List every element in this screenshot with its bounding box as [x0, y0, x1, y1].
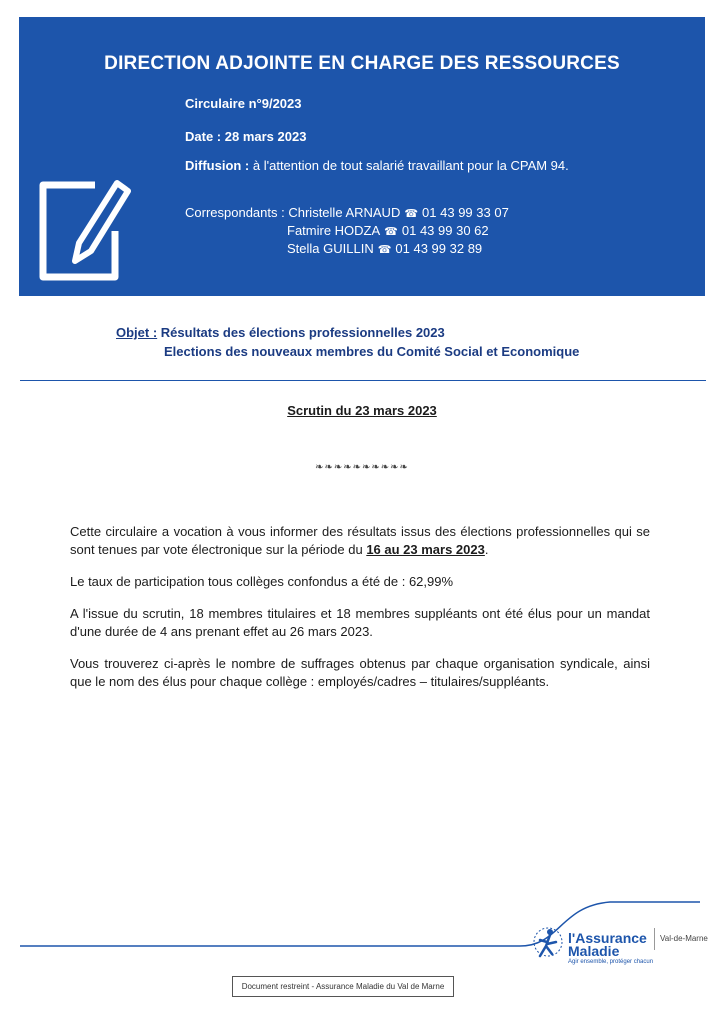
edit-document-icon [37, 173, 131, 283]
paragraph-result: A l'issue du scrutin, 18 membres titulaires et 18 membres suppléants ont été élus pour un mandat d'une durée de 4 ans prenant effet au 26 mars 2023. [70, 606, 650, 639]
objet-subject: Résultats des élections professionnelles 2023 [160, 325, 445, 340]
separator-line [20, 380, 706, 381]
circulaire-date: Date : 28 mars 2023 [185, 129, 307, 144]
objet-label: Objet : [116, 325, 158, 340]
scrutin-title: Scrutin du 23 mars 2023 [287, 403, 437, 418]
restricted-notice: Document restreint - Assurance Maladie du Val de Marne [232, 976, 454, 997]
header-banner [19, 17, 705, 296]
phone-icon: ☎ [404, 208, 419, 220]
body-text [70, 523, 650, 705]
correspondant-3: Stella GUILLIN ☎ 01 43 99 32 89 [287, 241, 483, 256]
region-label: Val-de-Marne [660, 934, 708, 943]
correspondant-1: Correspondants : Christelle ARNAUD ☎ 01 43 99 33 07 [185, 205, 509, 220]
ornament-divider: ❧❧❧❧❧❧❧❧❧❧ [315, 462, 409, 473]
paragraph-participation: Le taux de participation tous collèges confondus a été de : 62,99% [70, 574, 454, 589]
logo-divider [654, 928, 655, 950]
objet-subtitle: Elections des nouveaux membres du Comité Social et Economique [164, 344, 580, 359]
diffusion-line: Diffusion : à l'attention de tout salarié travaillant pour la CPAM 94. [185, 158, 569, 173]
page-title: DIRECTION ADJOINTE EN CHARGE DES RESSOURCES [104, 53, 620, 74]
objet-block [116, 323, 579, 361]
phone-icon: ☎ [377, 244, 392, 256]
assurance-maladie-logo: l'Assurance Maladie Agir ensemble, protéger chacun [530, 922, 564, 967]
phone-icon: ☎ [384, 226, 398, 238]
paragraph-intro: Cette circulaire a vocation à vous informer des résultats issus des élections professionnelles qui se sont tenues par vote électronique sur la période du 16 au 23 mars 2023. [70, 524, 650, 557]
paragraph-details: Vous trouverez ci-après le nombre de suffrages obtenus par chaque organisation syndicale, ainsi que le nom des élus pour chaque collège : employés/cadres – titulaires/suppléants. [70, 656, 650, 689]
logo-figure-icon [530, 922, 564, 962]
circulaire-number: Circulaire n°9/2023 [185, 96, 302, 111]
correspondant-2: Fatmire HODZA ☎ 01 43 99 30 62 [287, 223, 489, 238]
